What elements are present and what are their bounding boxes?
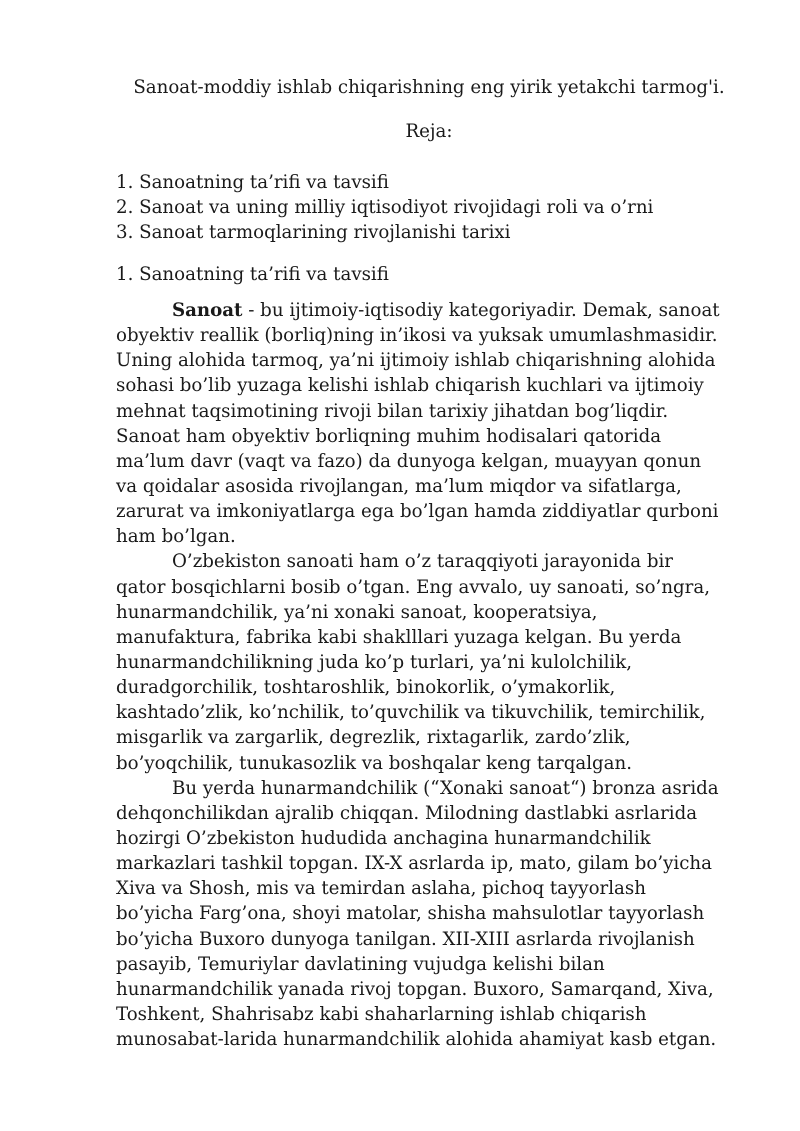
- paragraph-line: manufaktura, fabrika kabi shaklllari yuzaga kelgan. Bu yerda: [116, 626, 682, 648]
- paragraph-line: Toshkent, Shahrisabz kabi shaharlarning ishlab chiqarish: [116, 1003, 647, 1025]
- paragraph-line: sohasi bo’lib yuzaga kelishi ishlab chiqarish kuchlari va ijtimoiy: [116, 375, 704, 397]
- paragraph-line: obyektiv reallik (borliq)ning in’ikosi va yuksak umumlashmasidir.: [116, 325, 718, 347]
- paragraph-line: hunarmandchilikning juda ko’p turlari, ya’ni kulolchilik,: [116, 651, 633, 673]
- plan-heading: Reja:: [405, 121, 453, 142]
- document-body: [116, 298, 766, 1052]
- paragraph-line: hunarmandchilik yanada rivoj topgan. Buxoro, Samarqand, Xiva,: [116, 978, 714, 1000]
- paragraph-line: Bu yerda hunarmandchilik (“Xonaki sanoat“) bronza asrida: [172, 777, 719, 799]
- paragraph-line: hozirgi O’zbekiston hududida anchagina hunarmandchilik: [116, 827, 651, 849]
- paragraph-line: ma’lum davr (vaqt va fazo) da dunyoga kelgan, muayyan qonun: [116, 450, 702, 472]
- plan-item: 1. Sanoatning ta’rifi va tavsifi: [116, 172, 389, 193]
- paragraph-line: zarurat va imkoniyatlarga ega bo’lgan hamda ziddiyatlar qurboni: [116, 501, 719, 523]
- paragraph-line: Xiva va Shosh, mis va temirdan aslaha, pichoq tayyorlash: [116, 878, 646, 900]
- paragraph-line: munosabat-larida hunarmandchilik alohida ahamiyat kasb etgan.: [116, 1029, 717, 1051]
- paragraph-line: mehnat taqsimotining rivoji bilan tarixiy jihatdan bog’liqdir.: [116, 400, 669, 422]
- paragraph-text: - bu ijtimoiy-iqtisodiy kategoriyadir. Demak, sanoat: [242, 300, 720, 321]
- paragraph-line: bo’yicha Farg’ona, shoyi matolar, shisha mahsulotlar tayyorlash: [116, 903, 705, 925]
- paragraph-line: hunarmandchilik, ya’ni xonaki sanoat, kooperatsiya,: [116, 601, 598, 623]
- paragraph-line: [116, 298, 766, 323]
- paragraph-line: bo’yoqchilik, tunukasozlik va boshqalar keng tarqalgan.: [116, 752, 632, 774]
- paragraph-line: qator bosqichlarni bosib o’tgan. Eng avvalo, uy sanoati, so’ngra,: [116, 576, 710, 598]
- paragraph-line: dehqonchilikdan ajralib chiqqan. Milodning dastlabki asrlarida: [116, 802, 698, 824]
- paragraph-line: kashtado’zlik, ko’nchilik, to’quvchilik va tikuvchilik, temirchilik,: [116, 702, 706, 724]
- paragraph-line: markazlari tashkil topgan. IX-X asrlarda ip, mato, gilam bo’yicha: [116, 853, 712, 875]
- paragraph-line: ham bo’lgan.: [116, 526, 236, 548]
- document-title: Sanoat-moddiy ishlab chiqarishning eng yirik yetakchi tarmog'i.: [133, 77, 725, 98]
- paragraph-line: bo’yicha Buxoro dunyoga tanilgan. XII-XIII asrlarda rivojlanish: [116, 928, 695, 950]
- plan-item: 3. Sanoat tarmoqlarining rivojlanishi tarixi: [116, 222, 511, 243]
- paragraph-line: Sanoat ham obyektiv borliqning muhim hodisalari qatorida: [116, 425, 662, 447]
- paragraph-line: O’zbekiston sanoati ham o’z taraqqiyoti jarayonida bir: [172, 551, 673, 573]
- paragraph-line: Uning alohida tarmoq, ya’ni ijtimoiy ishlab chiqarishning alohida: [116, 350, 716, 372]
- paragraph-line: pasayib, Temuriylar davlatining vujudga kelishi bilan: [116, 953, 605, 975]
- paragraph-line: duradgorchilik, toshtaroshlik, binokorlik, o’ymakorlik,: [116, 677, 616, 699]
- plan-item: 2. Sanoat va uning milliy iqtisodiyot rivojidagi roli va o’rni: [116, 197, 654, 218]
- plan-list: [116, 170, 653, 245]
- section-heading: 1. Sanoatning ta’rifi va tavsifi: [116, 264, 389, 285]
- bold-term: Sanoat: [172, 300, 243, 321]
- paragraph-line: misgarlik va zargarlik, degrezlik, rixtagarlik, zardo’zlik,: [116, 727, 631, 749]
- paragraph-line: va qoidalar asosida rivojlangan, ma’lum miqdor va sifatlarga,: [116, 475, 682, 497]
